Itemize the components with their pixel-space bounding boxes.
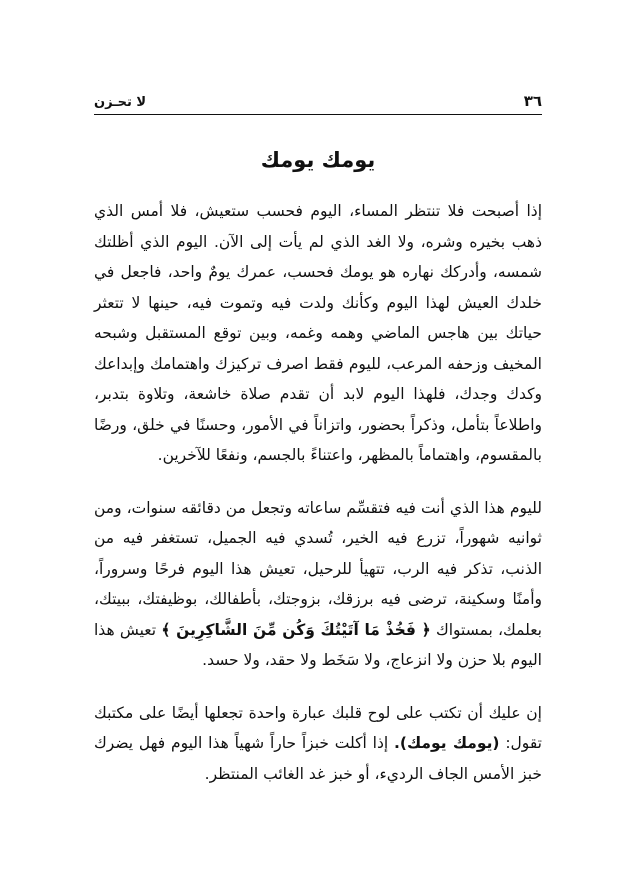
paragraph-3-after: إذا أكلت خبزاً حاراً شهياً هذا اليوم فهل يضرك خبز الأمس الجاف الرديء، أو خبز غد الغائب المنتظر. xyxy=(94,734,542,783)
running-title: لا تحـزن xyxy=(94,95,147,110)
emphasis-phrase: (يومك يومك). xyxy=(394,734,500,752)
paragraph-1-text: إذا أصبحت فلا تنتظر المساء، اليوم فحسب ستعيش، فلا أمس الذي ذهب بخيره وشره، ولا الغد الذي لم يأت إلى الآن. اليوم الذي أظلتك شمسه، وأدركك نهاره هو يومك فحسب، عمرك يومٌ واحد، فاجعل في خلدك العيش لهذا اليوم وكأنك ولدت فيه وتموت فيه، حينها لا تتعثر حياتك بين هاجس الماضي وهمه وغمه، وبين توقع المستقبل وشبحه المخيف وزحفه المرعب، لليوم فقط اصرف تركيزك واهتمامك وإبداعك وكدك وجدك، فلهذا اليوم لابد أن تقدم صلاة خاشعة، وتلاوة بتدبر، واطلاعاً بتأمل، وذكراً بحضور، واتزاناً في الأمور، وحسنًا في خلق، ورضًا بالمقسوم، واهتماماً بالمظهر، واعتناءً بالجسم، ونفعًا للآخرين. xyxy=(94,202,542,464)
page-number: ٣٦ xyxy=(523,92,542,110)
paragraph-2-before: لليوم هذا الذي أنت فيه فتقسِّم ساعاته وتجعل من دقائقه سنوات، ومن ثوانيه شهوراً، تزرع فيه الخير، تُسدي فيه الجميل، تستغفر فيه من الذنب، تذكر فيه الرب، تتهيأ للرحيل، تعيش هذا اليوم فرحًا وسروراً، وأمنًا وسكينة، ترضى فيه برزقك، بزوجتك، بأطفالك، بوظيفتك، ببيتك، بعلمك، بمستواك xyxy=(94,498,542,639)
paragraph-3 xyxy=(94,698,542,790)
paragraph-3-before: إن عليك أن تكتب على لوح قلبك عبارة واحدة تجعلها أيضًا على مكتبك تقول: xyxy=(94,703,542,752)
paragraph-2 xyxy=(94,493,542,676)
quran-verse: ﴿ فَخُذْ مَا آتَيْتُكَ وَكُن مِّنَ الشَّاكِرِينَ ﴾ xyxy=(161,620,431,639)
paragraph-2-after: تعيش هذا اليوم بلا حزن ولا انزعاج، ولا سَخَط ولا حقد، ولا حسد. xyxy=(94,620,542,669)
page-header xyxy=(94,88,542,115)
body-text xyxy=(94,196,542,789)
paragraph-1 xyxy=(94,196,542,471)
chapter-title: يومك يومك xyxy=(260,148,376,172)
